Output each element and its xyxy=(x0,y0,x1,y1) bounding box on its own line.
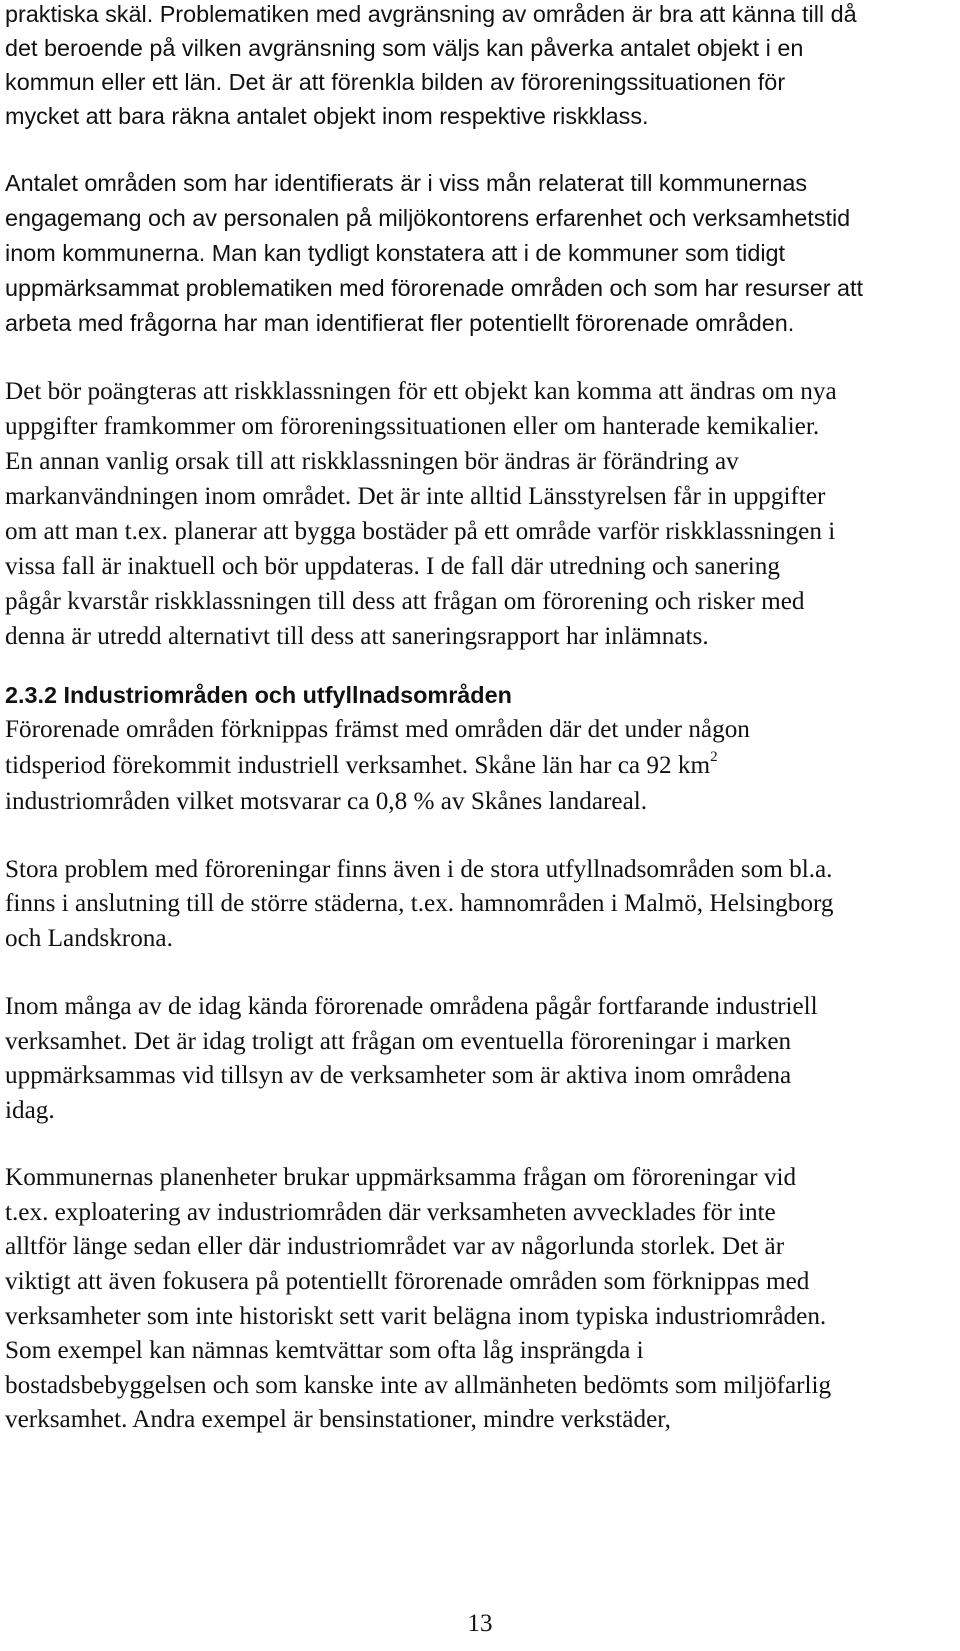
paragraph-7-line-1: Kommunernas planenheter brukar uppmärksamma frågan om föroreningar vid xyxy=(5,1164,797,1191)
paragraph-1-line-2: det beroende på vilken avgränsning som väljs kan påverka antalet objekt i en xyxy=(5,35,804,61)
paragraph-3-line-1: Det bör poängteras att riskklassningen för ett objekt kan komma att ändras om nya xyxy=(5,378,837,405)
paragraph-7-line-7: bostadsbebyggelsen och som kanske inte av allmänheten bedömts som miljöfarlig xyxy=(5,1372,832,1399)
paragraph-4-line-3: industriområden vilket motsvarar ca 0,8 % av Skånes landareal. xyxy=(5,788,648,815)
paragraph-2-line-4: uppmärksammat problematiken med förorenade områden och som har resurser att xyxy=(5,275,864,301)
paragraph-7-line-5: verksamheter som inte historiskt sett varit belägna inom typiska industriområden. xyxy=(5,1303,827,1330)
paragraph-3-line-6: vissa fall är inaktuell och bör uppdateras. I de fall där utredning och sanering xyxy=(5,553,780,580)
paragraph-1-line-4: mycket att bara räkna antalet objekt inom respektive riskklass. xyxy=(5,103,649,129)
paragraph-7-line-4: viktigt att även fokusera på potentiellt förorenade områden som förknippas med xyxy=(5,1268,810,1295)
paragraph-7-line-2: t.ex. exploatering av industriområden där verksamheten avvecklades för inte xyxy=(5,1199,776,1226)
paragraph-2-line-2: engagemang och av personalen på miljökontorens erfarenhet och verksamhetstid xyxy=(5,205,851,231)
paragraph-6-line-1: Inom många av de idag kända förorenade områdena pågår fortfarande industriell xyxy=(5,993,818,1020)
paragraph-5-line-3: och Landskrona. xyxy=(5,925,173,952)
paragraph-6-line-2: verksamhet. Det är idag troligt att frågan om eventuella föroreningar i marken xyxy=(5,1028,792,1055)
paragraph-4-line-1: Förorenade områden förknippas främst med områden där det under någon xyxy=(5,716,750,743)
paragraph-2-line-1: Antalet områden som har identifierats är i viss mån relaterat till kommunernas xyxy=(5,170,808,196)
paragraph-7-line-6: Som exempel kan nämnas kemtvättar som ofta låg insprängda i xyxy=(5,1337,644,1364)
section-heading: 2.3.2 Industriområden och utfyllnadsområden xyxy=(5,682,512,708)
paragraph-3-line-4: markanvändningen inom området. Det är inte alltid Länsstyrelsen får in uppgifter xyxy=(5,483,826,510)
paragraph-1-line-1: praktiska skäl. Problematiken med avgränsning av områden är bra att känna till då xyxy=(5,1,857,27)
paragraph-3-line-7: pågår kvarstår riskklassningen till dess att frågan om förorening och risker med xyxy=(5,588,805,615)
superscript-two: 2 xyxy=(710,749,718,765)
paragraph-6-line-3: uppmärksammas vid tillsyn av de verksamheter som är aktiva inom områdena xyxy=(5,1062,792,1089)
paragraph-2-line-3: inom kommunerna. Man kan tydligt konstatera att i de kommuner som tidigt xyxy=(5,240,786,266)
paragraph-3-line-8: denna är utredd alternativt till dess att saneringsrapport har inlämnats. xyxy=(5,623,709,650)
paragraph-4-line-2 xyxy=(5,749,718,780)
paragraph-5-line-2: finns i anslutning till de större städerna, t.ex. hamnområden i Malmö, Helsingborg xyxy=(5,890,834,917)
paragraph-1-line-3: kommun eller ett län. Det är att förenkla bilden av föroreningssituationen för xyxy=(5,69,786,95)
paragraph-2-line-5: arbeta med frågorna har man identifierat fler potentiellt förorenade områden. xyxy=(5,310,795,336)
paragraph-4-line-2-text: tidsperiod förekommit industriell verksamhet. Skåne län har ca 92 km xyxy=(5,752,711,779)
paragraph-7-line-3: alltför länge sedan eller där industriområdet var av någorlunda storlek. Det är xyxy=(5,1233,785,1260)
paragraph-7-line-8: verksamhet. Andra exempel är bensinstationer, mindre verkstäder, xyxy=(5,1406,671,1433)
paragraph-5-line-1: Stora problem med föroreningar finns även i de stora utfyllnadsområden som bl.a. xyxy=(5,856,833,883)
paragraph-3-line-5: om att man t.ex. planerar att bygga bostäder på ett område varför riskklassningen i xyxy=(5,518,836,545)
page-number: 13 xyxy=(467,1610,493,1637)
paragraph-3-line-2: uppgifter framkommer om föroreningssituationen eller om hanterade kemikalier. xyxy=(5,413,820,440)
paragraph-3-line-3: En annan vanlig orsak till att riskklassningen bör ändras är förändring av xyxy=(5,448,739,475)
paragraph-6-line-4: idag. xyxy=(5,1097,55,1124)
